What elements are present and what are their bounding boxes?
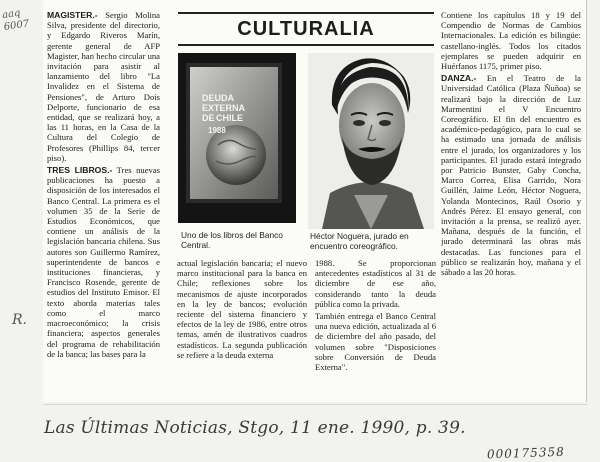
paragraph: actual legislación bancaria; el nuevo marco institucional para la banca en Chile; reflexiones sobre los mecanismos de ajuste incorporados en la ley de bancos; evolución reciente del sistema financiero y efectos de la ley de 1986, entre otros temas, amén de ilustrativos cuadros estadísticos. La segunda publicación se refiere a la deuda externa: [177, 258, 307, 360]
portrait-photo-caption: Héctor Noguera, jurado en encuentro coreográfico.: [310, 231, 409, 251]
cover-word: CHILE: [216, 113, 243, 123]
column-4: [441, 10, 581, 402]
item-text: Sergio Molina Silva, presidente del directorio, y Edgardo Riveros Marín, gerente general de AFP Magister, han hecho circular una invitación para asistir al lanzamiento del libro "La Invalidez en el Sistema de Pensiones", de Arturo Doís Delporte, funcionario de esa entidad, que se realizará hoy, a las 11 horas, en la Casa de la Cultura del Colegio de Profesores (Phillips 84, tercer piso).: [47, 10, 160, 163]
margin-letter: R.: [12, 312, 27, 328]
item-magister: [47, 10, 160, 163]
item-danza: [441, 73, 581, 277]
item-lead: DANZA.-: [441, 73, 477, 84]
cover-word: 1988: [208, 126, 226, 135]
column-1: [47, 10, 160, 402]
clip-bottom-edge: [44, 404, 587, 405]
column-2: [177, 258, 307, 402]
cover-word: DEUDA: [202, 93, 235, 103]
margin-note: aaq 6007: [1, 7, 30, 33]
cover-word: EXTERNA: [202, 103, 246, 113]
paragraph: 1988. Se proporcionan antecedentes estadísticos al 31 de diciembre de ese año, considerando tanto la deuda pública como la privada.: [315, 258, 436, 309]
item-contiene: [441, 10, 581, 71]
book-photo: [178, 53, 296, 223]
column-3: [315, 258, 436, 402]
section-title: CULTURALIA: [178, 12, 434, 46]
book-cover-image: [178, 53, 296, 223]
item-text: En el Teatro de la Universidad Católica (Plaza Ñuñoa) se realizará bajo la dirección de Luz Marmentini el V Encuentro Coreográfico. El fin del encuentro es académico-pedagógico, para lo cual se ha estimado una jornada de análisis entre el jurado, los organizadores y los participantes. El jurado estará integrado por Patricio Bunster, Gaby Concha, Marco Correa, Elisa Garrido, Nora Guillén, Jaime León, Héctor Noguera, Yolanda Montecinos, Raúl Osorio y Andrés Pérez. El ensayo general, con invitación a la prensa, se realizó ayer. Mañana, después de la función, el jurado determinará las obras más destacadas. Las funciones para el público se realizarán hoy, mañana y el sábado a las 20 horas.: [441, 73, 581, 278]
portrait-photo: [308, 53, 434, 229]
item-text: Contiene los capítulos 18 y 19 del Compendio de Normas de Cambios Internacionales. La edición es bilingüe: castellano-inglés. Todos los citados ejemplares se pueden adquirir en Huérfanos 1175, primer piso.: [441, 10, 581, 72]
item-tres-libros: [47, 165, 160, 359]
item-lead: TRES LIBROS.-: [47, 165, 113, 176]
book-photo-caption: Uno de los libros del Banco Central.: [181, 230, 283, 250]
paragraph: También entrega el Banco Central una nueva edición, actualizada al 6 de diciembre del año pasado, del volumen sobre "Disposiciones sobre Conversión de Deuda Externa".: [315, 311, 436, 373]
item-lead: MAGISTER.-: [47, 10, 98, 20]
portrait-image: [308, 53, 434, 229]
cover-word: DE: [202, 113, 215, 123]
item-text: Tres nuevas publicaciones ha puesto a disposición de los interesados el Banco Central. La primera es el volumen 35 de la Serie de Estudios Económicos, que contiene un análisis de la legislación bancaria chilena. Sus autores son Guillermo Ramírez, superintendente de bancos e instituciones financieras, y Francisco Rosende, gerente de estudios del Instituto Emisor. El texto aborda materias tales como el marco macroeconómico; la crisis financiera; aspectos generales del programa de rehabilitación de la banca; las bases para la: [47, 165, 160, 359]
archive-code: 000175358: [486, 444, 565, 462]
handwritten-source-note: Las Últimas Noticias, Stgo, 11 ene. 1990, p. 39.: [44, 418, 466, 438]
